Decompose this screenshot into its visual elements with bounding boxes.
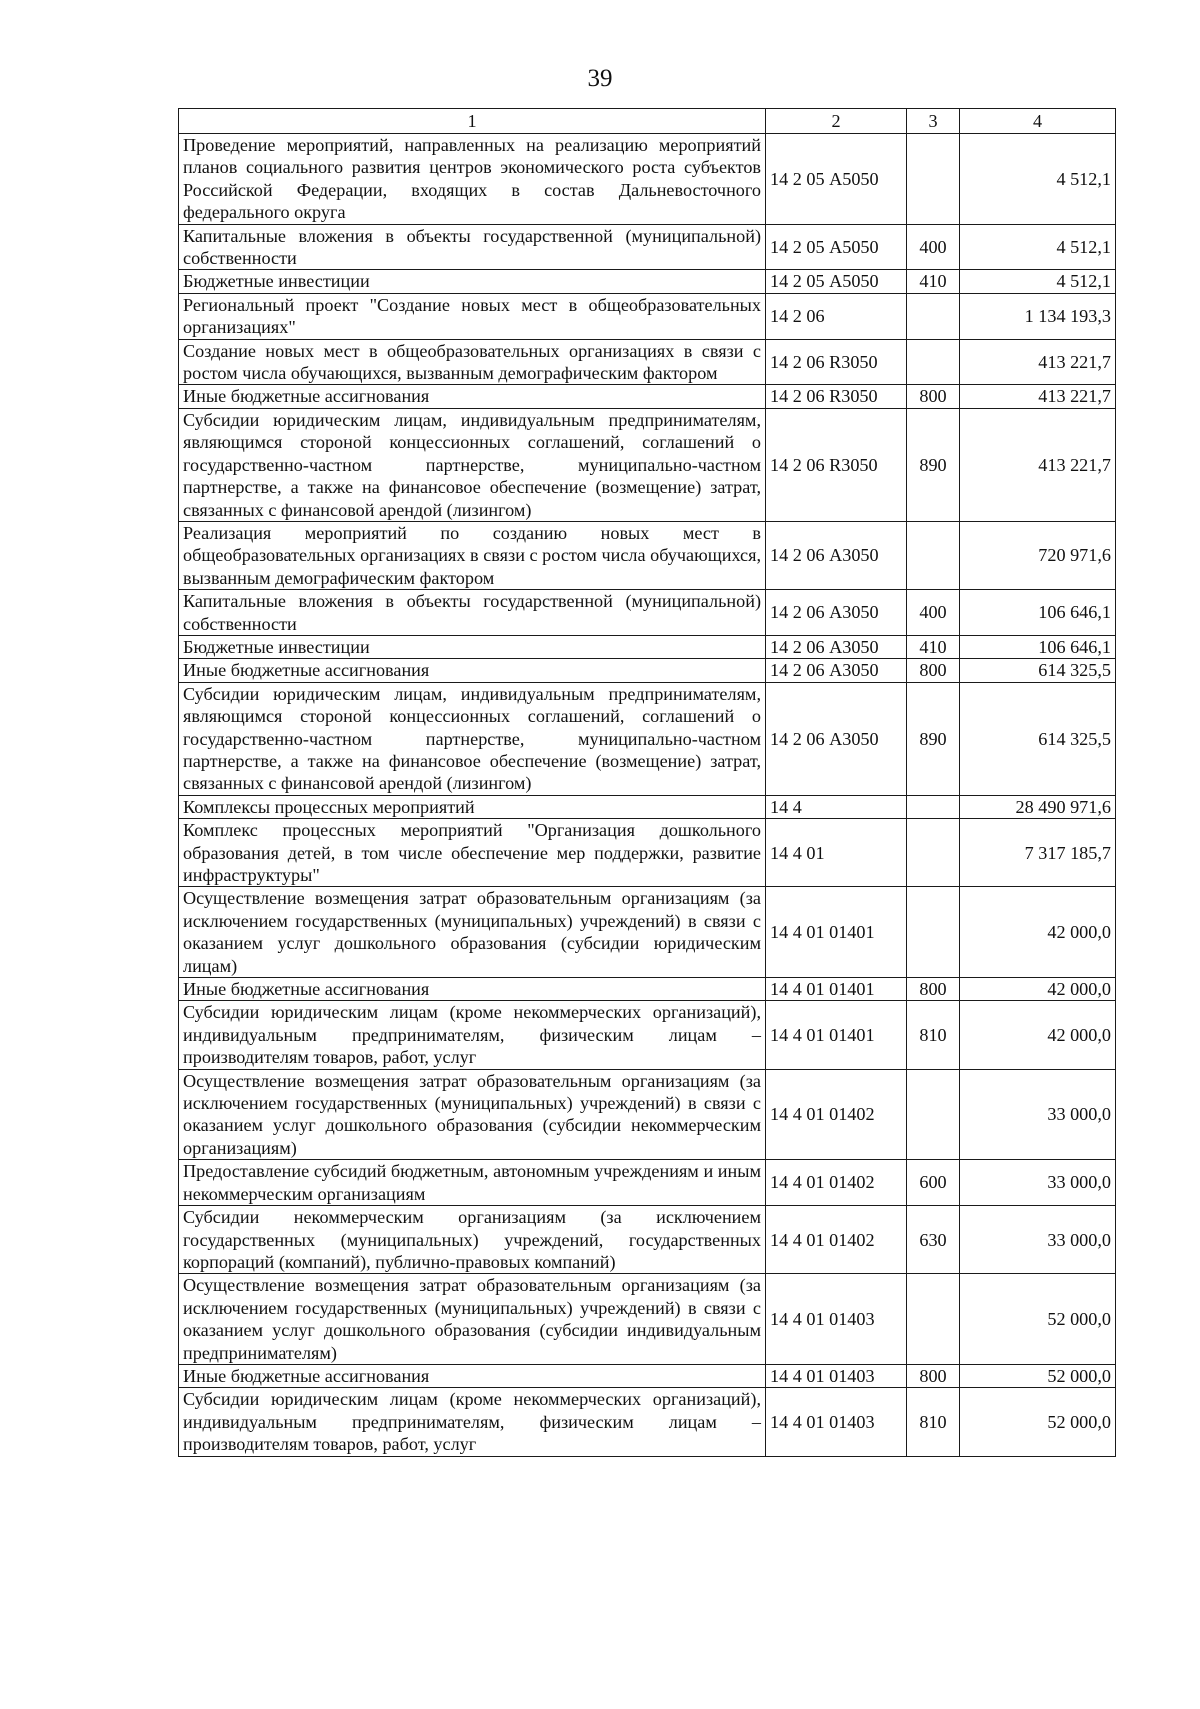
expense-type-cell: 800 xyxy=(907,385,960,408)
table-row xyxy=(179,1001,1116,1069)
target-code-cell: 14 2 06 А3050 xyxy=(766,635,907,658)
page-number: 39 xyxy=(587,65,613,92)
table-header xyxy=(179,109,1116,134)
amount-cell: 413 221,7 xyxy=(960,408,1116,521)
header-col-1: 1 xyxy=(179,109,766,134)
amount-cell: 52 000,0 xyxy=(960,1364,1116,1387)
amount-cell: 52 000,0 xyxy=(960,1388,1116,1456)
target-code-cell: 14 2 06 R3050 xyxy=(766,339,907,385)
expense-type-cell: 810 xyxy=(907,1388,960,1456)
amount-cell: 1 134 193,3 xyxy=(960,293,1116,339)
amount-cell: 4 512,1 xyxy=(960,270,1116,293)
amount-cell: 614 325,5 xyxy=(960,659,1116,682)
amount-cell: 52 000,0 xyxy=(960,1274,1116,1365)
table-row xyxy=(179,659,1116,682)
expense-type-cell: 800 xyxy=(907,659,960,682)
target-code-cell: 14 4 01 xyxy=(766,819,907,887)
target-code-cell: 14 2 05 А5050 xyxy=(766,134,907,225)
amount-cell: 413 221,7 xyxy=(960,385,1116,408)
item-name-cell: Иные бюджетные ассигнования xyxy=(179,1364,766,1387)
item-name-cell: Комплекс процессных мероприятий "Организация дошкольного образования детей, в том числе обеспечение мер поддержки, развитие инфраструктуры" xyxy=(179,819,766,887)
table-row xyxy=(179,521,1116,589)
item-name-cell: Субсидии юридическим лицам, индивидуальным предпринимателям, являющимся стороной концессионных соглашений, соглашений о государственно-частном партнерстве, муниципально-частном партнерстве, а также на финансовое обеспечение (возмещение) затрат, связанных с финансовой арендой (лизингом) xyxy=(179,682,766,795)
table-row xyxy=(179,224,1116,270)
expense-type-cell: 410 xyxy=(907,270,960,293)
table-row xyxy=(179,1364,1116,1387)
table-row xyxy=(179,339,1116,385)
item-name-cell: Бюджетные инвестиции xyxy=(179,270,766,293)
expense-type-cell: 410 xyxy=(907,635,960,658)
target-code-cell: 14 4 xyxy=(766,795,907,818)
table-row xyxy=(179,270,1116,293)
table-row xyxy=(179,1160,1116,1206)
expense-type-cell: 400 xyxy=(907,224,960,270)
item-name-cell: Иные бюджетные ассигнования xyxy=(179,659,766,682)
header-col-4: 4 xyxy=(960,109,1116,134)
amount-cell: 7 317 185,7 xyxy=(960,819,1116,887)
expense-type-cell: 890 xyxy=(907,408,960,521)
amount-cell: 106 646,1 xyxy=(960,590,1116,636)
header-col-3: 3 xyxy=(907,109,960,134)
target-code-cell: 14 2 06 А3050 xyxy=(766,659,907,682)
expense-type-cell xyxy=(907,887,960,978)
item-name-cell: Субсидии юридическим лицам (кроме некоммерческих организаций), индивидуальным предпринимателям, физическим лицам – производителям товаров, работ, услуг xyxy=(179,1388,766,1456)
item-name-cell: Иные бюджетные ассигнования xyxy=(179,978,766,1001)
table-row xyxy=(179,1069,1116,1160)
item-name-cell: Комплексы процессных мероприятий xyxy=(179,795,766,818)
item-name-cell: Проведение мероприятий, направленных на реализацию мероприятий планов социального развития центров экономического роста субъектов Российской Федерации, входящих в состав Дальневосточного федерального округа xyxy=(179,134,766,225)
target-code-cell: 14 4 01 01403 xyxy=(766,1388,907,1456)
expense-type-cell xyxy=(907,1069,960,1160)
table-row xyxy=(179,293,1116,339)
target-code-cell: 14 4 01 01403 xyxy=(766,1274,907,1365)
expense-type-cell: 600 xyxy=(907,1160,960,1206)
expense-type-cell xyxy=(907,795,960,818)
table-row xyxy=(179,1274,1116,1365)
header-row xyxy=(179,109,1116,134)
target-code-cell: 14 4 01 01401 xyxy=(766,1001,907,1069)
target-code-cell: 14 2 06 А3050 xyxy=(766,521,907,589)
target-code-cell: 14 4 01 01403 xyxy=(766,1364,907,1387)
expense-type-cell: 800 xyxy=(907,1364,960,1387)
target-code-cell: 14 4 01 01402 xyxy=(766,1069,907,1160)
amount-cell: 33 000,0 xyxy=(960,1160,1116,1206)
item-name-cell: Реализация мероприятий по созданию новых мест в общеобразовательных организациях в связи с ростом числа обучающихся, вызванным демографическим фактором xyxy=(179,521,766,589)
table-row xyxy=(179,134,1116,225)
amount-cell: 106 646,1 xyxy=(960,635,1116,658)
target-code-cell: 14 4 01 01401 xyxy=(766,978,907,1001)
item-name-cell: Иные бюджетные ассигнования xyxy=(179,385,766,408)
amount-cell: 4 512,1 xyxy=(960,224,1116,270)
table-row xyxy=(179,590,1116,636)
target-code-cell: 14 2 06 R3050 xyxy=(766,385,907,408)
item-name-cell: Бюджетные инвестиции xyxy=(179,635,766,658)
amount-cell: 33 000,0 xyxy=(960,1206,1116,1274)
expense-type-cell: 890 xyxy=(907,682,960,795)
target-code-cell: 14 4 01 01401 xyxy=(766,887,907,978)
expense-type-cell xyxy=(907,134,960,225)
item-name-cell: Предоставление субсидий бюджетным, автономным учреждениям и иным некоммерческим организациям xyxy=(179,1160,766,1206)
item-name-cell: Осуществление возмещения затрат образовательным организациям (за исключением государственных (муниципальных) учреждений) в связи с оказанием услуг дошкольного образования (субсидии юридическим лицам) xyxy=(179,887,766,978)
expense-type-cell xyxy=(907,293,960,339)
item-name-cell: Осуществление возмещения затрат образовательным организациям (за исключением государственных (муниципальных) учреждений) в связи с оказанием услуг дошкольного образования (субсидии индивидуальным предпринимателям) xyxy=(179,1274,766,1365)
target-code-cell: 14 4 01 01402 xyxy=(766,1160,907,1206)
amount-cell: 413 221,7 xyxy=(960,339,1116,385)
table-row xyxy=(179,1388,1116,1456)
target-code-cell: 14 4 01 01402 xyxy=(766,1206,907,1274)
budget-table xyxy=(178,108,1116,1457)
item-name-cell: Осуществление возмещения затрат образовательным организациям (за исключением государственных (муниципальных) учреждений) в связи с оказанием услуг дошкольного образования (субсидии некоммерческим организациям) xyxy=(179,1069,766,1160)
table-row xyxy=(179,635,1116,658)
target-code-cell: 14 2 06 R3050 xyxy=(766,408,907,521)
item-name-cell: Создание новых мест в общеобразовательных организациях в связи с ростом числа обучающихся, вызванным демографическим фактором xyxy=(179,339,766,385)
header-col-2: 2 xyxy=(766,109,907,134)
amount-cell: 42 000,0 xyxy=(960,887,1116,978)
expense-type-cell: 800 xyxy=(907,978,960,1001)
table-row xyxy=(179,1206,1116,1274)
expense-type-cell xyxy=(907,521,960,589)
table-row xyxy=(179,887,1116,978)
target-code-cell: 14 2 05 А5050 xyxy=(766,224,907,270)
table-row xyxy=(179,385,1116,408)
amount-cell: 42 000,0 xyxy=(960,1001,1116,1069)
amount-cell: 720 971,6 xyxy=(960,521,1116,589)
table-row xyxy=(179,819,1116,887)
target-code-cell: 14 2 06 А3050 xyxy=(766,682,907,795)
item-name-cell: Субсидии юридическим лицам, индивидуальным предпринимателям, являющимся стороной концессионных соглашений, соглашений о государственно-частном партнерстве, муниципально-частном партнерстве, а также на финансовое обеспечение (возмещение) затрат, связанных с финансовой арендой (лизингом) xyxy=(179,408,766,521)
item-name-cell: Субсидии некоммерческим организациям (за исключением государственных (муниципальных) учреждений, государственных корпораций (компаний), публично-правовых компаний) xyxy=(179,1206,766,1274)
expense-type-cell xyxy=(907,819,960,887)
amount-cell: 33 000,0 xyxy=(960,1069,1116,1160)
expense-type-cell xyxy=(907,339,960,385)
table-body xyxy=(179,134,1116,1457)
table-row xyxy=(179,408,1116,521)
target-code-cell: 14 2 06 xyxy=(766,293,907,339)
target-code-cell: 14 2 05 А5050 xyxy=(766,270,907,293)
table-row xyxy=(179,682,1116,795)
item-name-cell: Капитальные вложения в объекты государственной (муниципальной) собственности xyxy=(179,590,766,636)
amount-cell: 614 325,5 xyxy=(960,682,1116,795)
item-name-cell: Капитальные вложения в объекты государственной (муниципальной) собственности xyxy=(179,224,766,270)
amount-cell: 4 512,1 xyxy=(960,134,1116,225)
expense-type-cell: 810 xyxy=(907,1001,960,1069)
amount-cell: 28 490 971,6 xyxy=(960,795,1116,818)
target-code-cell: 14 2 06 А3050 xyxy=(766,590,907,636)
amount-cell: 42 000,0 xyxy=(960,978,1116,1001)
table-row xyxy=(179,795,1116,818)
expense-type-cell xyxy=(907,1274,960,1365)
expense-type-cell: 630 xyxy=(907,1206,960,1274)
item-name-cell: Субсидии юридическим лицам (кроме некоммерческих организаций), индивидуальным предпринимателям, физическим лицам – производителям товаров, работ, услуг xyxy=(179,1001,766,1069)
table-row xyxy=(179,978,1116,1001)
item-name-cell: Региональный проект "Создание новых мест в общеобразовательных организациях" xyxy=(179,293,766,339)
expense-type-cell: 400 xyxy=(907,590,960,636)
